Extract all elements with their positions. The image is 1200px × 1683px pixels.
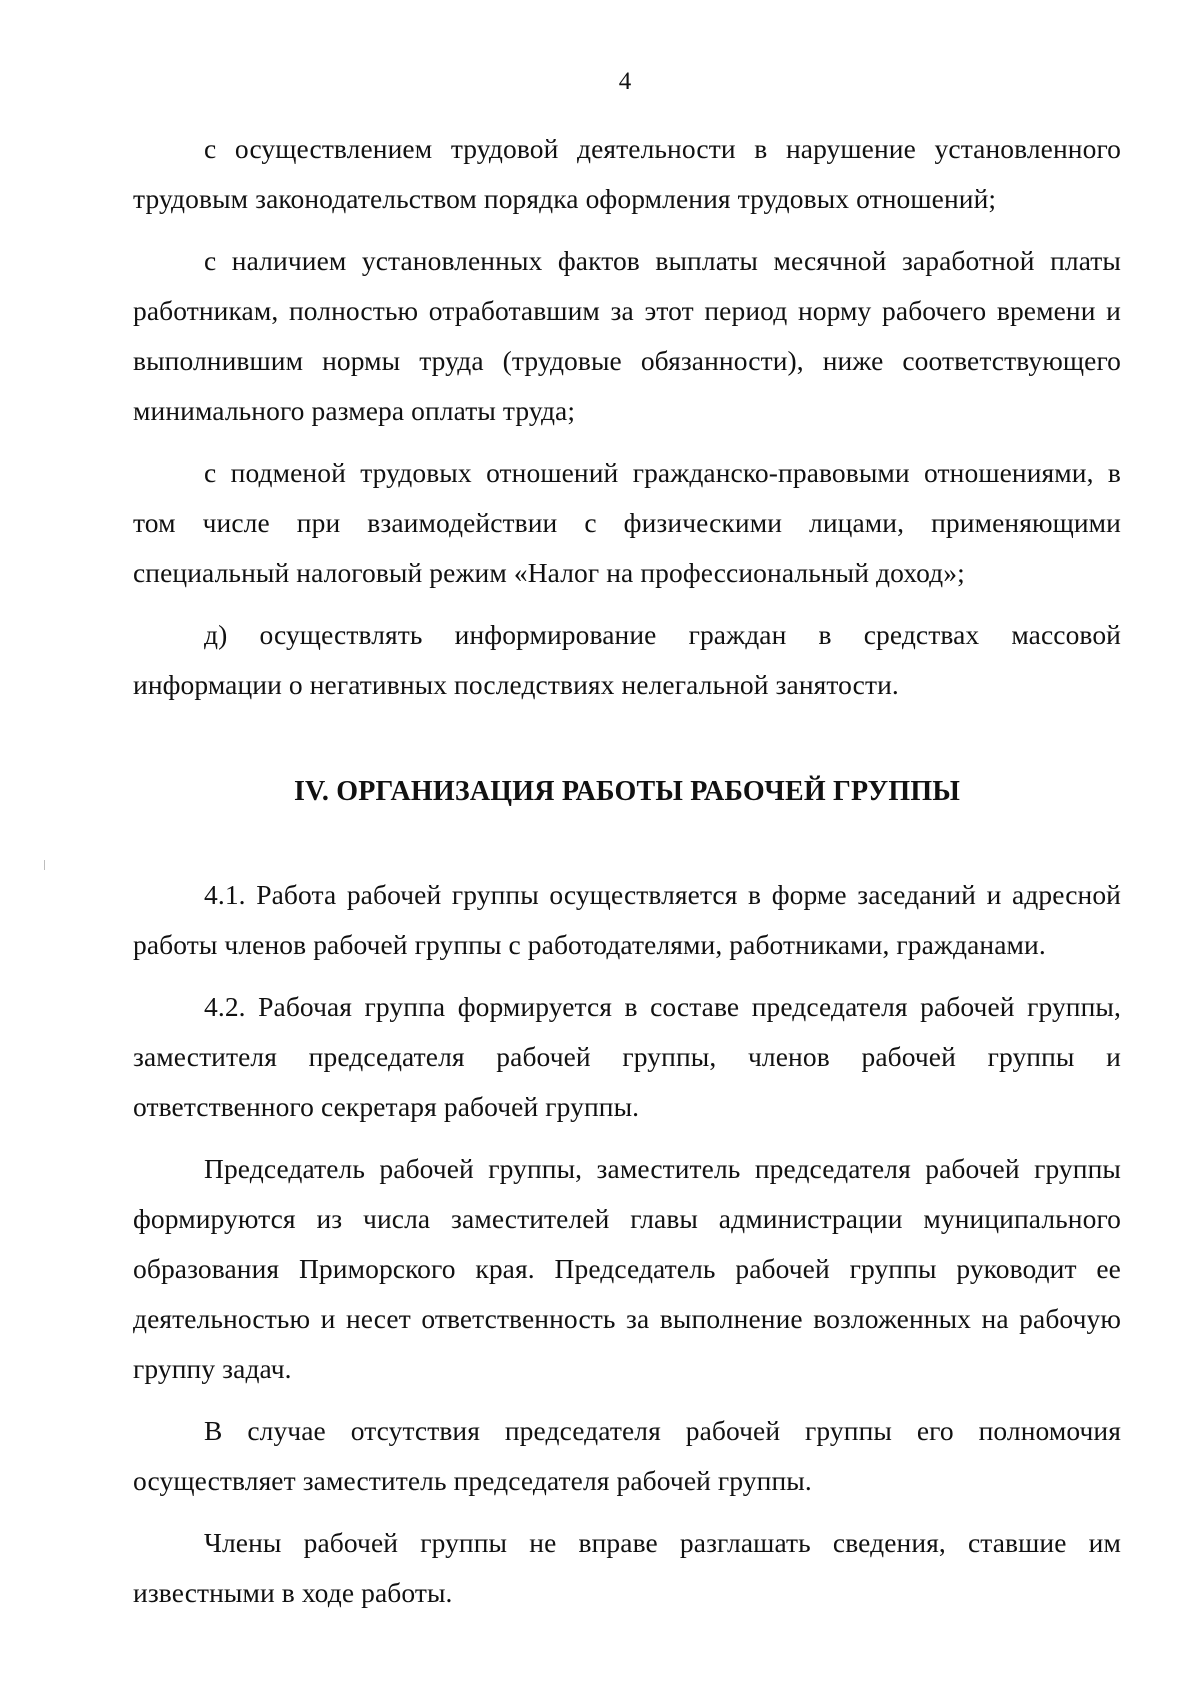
document-body [133,124,1121,1630]
paragraph: 4.1. Работа рабочей группы осуществляется в форме заседаний и адресной работы членов рабочей группы с работодателями, работниками, гражданами. [133,879,1121,960]
paragraph: с подменой трудовых отношений гражданско-правовыми отношениями, в том числе при взаимодействии с физическими лицами, применяющими специальный налоговый режим «Налог на профессиональный доход»; [133,457,1121,588]
paragraph: В случае отсутствия председателя рабочей группы его полномочия осуществляет заместитель председателя рабочей группы. [133,1415,1121,1496]
paragraph: с наличием установленных фактов выплаты месячной заработной платы работникам, полностью отработавшим за этот период норму рабочего времени и выполнившим нормы труда (трудовые обязанности), ниже соответствующего минимального размера оплаты труда; [133,245,1121,426]
margin-mark [44,860,45,870]
paragraph: Председатель рабочей группы, заместитель председателя рабочей группы формируются из числа заместителей главы администрации муниципального образования Приморского края. Председатель рабочей группы руководит ее деятельностью и несет ответственность за выполнение возложенных на рабочую группу задач. [133,1153,1121,1384]
paragraph: Члены рабочей группы не вправе разглашать сведения, ставшие им известными в ходе работы. [133,1527,1121,1608]
paragraph: 4.2. Рабочая группа формируется в составе председателя рабочей группы, заместителя председателя рабочей группы, членов рабочей группы и ответственного секретаря рабочей группы. [133,991,1121,1122]
paragraph: д) осуществлять информирование граждан в средствах массовой информации о негативных последствиях нелегальной занятости. [133,619,1121,700]
section-heading: IV. ОРГАНИЗАЦИЯ РАБОТЫ РАБОЧЕЙ ГРУППЫ [293,776,961,807]
page-number: 4 [618,68,632,95]
paragraph: с осуществлением трудовой деятельности в нарушение установленного трудовым законодательством порядка оформления трудовых отношений; [133,133,1121,214]
